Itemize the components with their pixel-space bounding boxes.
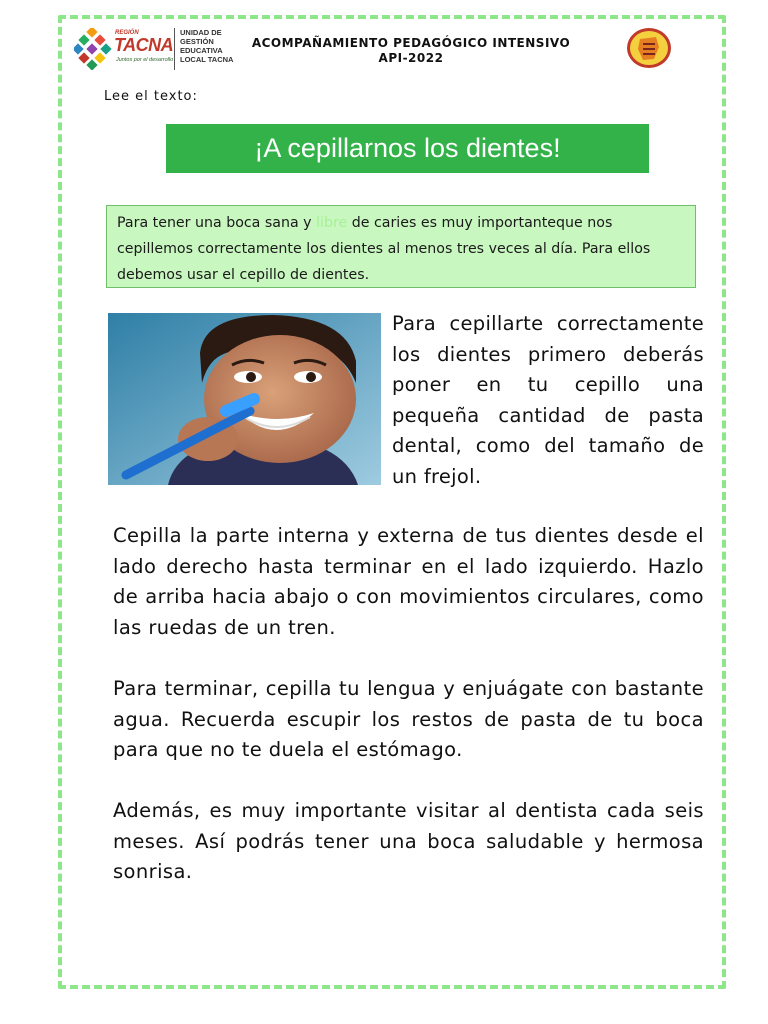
intro-text-end: de caries es muy importanteque nos cepillemos correctamente los dientes al menos tres veces al día. Para ellos debemos usar el cepillo de dientes.	[117, 215, 651, 283]
intro-box	[106, 205, 696, 288]
region-name: TACNA	[114, 35, 174, 55]
child-brushing-photo	[108, 313, 381, 485]
region-tacna-logo-icon	[74, 28, 112, 70]
reading-instruction: Lee el texto:	[104, 89, 198, 104]
intro-text-start: Para tener una boca sana y	[117, 215, 317, 231]
header-title-line2: API-2022	[378, 51, 444, 65]
paragraph-finishing: Para terminar, cepilla tu lengua y enjuágate con bastante agua. Recuerda escupir los restos de pasta de tu boca para que no te duela el estómago.	[113, 677, 704, 761]
paragraph-dentist: Además, es muy importante visitar al dentista cada seis meses. Así podrás tener una boca saludable y hermosa sonrisa.	[113, 799, 704, 883]
region-tacna-logo	[74, 26, 236, 72]
ugel-line: EDUCATIVA	[180, 46, 223, 55]
ugel-name	[180, 28, 233, 64]
header-title-line1: ACOMPAÑAMIENTO PEDAGÓGICO INTENSIVO	[251, 36, 571, 50]
region-small-label: REGIÓN	[115, 30, 139, 36]
reading-title-banner	[166, 124, 649, 173]
ugel-line: UNIDAD DE	[180, 28, 222, 37]
reading-title: ¡A cepillarnos los dientes!	[254, 133, 561, 163]
paragraph-brushing-method: Cepilla la parte interna y externa de tus dientes desde el lado derecho hasta terminar en el lado izquierdo. Hazlo de arriba hacia abajo o con movimientos circulares, como las ruedas de un tren.	[113, 524, 704, 639]
ugel-line: LOCAL TACNA	[180, 55, 234, 64]
side-paragraph: Para cepillarte correctamente los dientes primero deberás poner en tu cepillo una pequeña cantidad de pasta dental, como del tamaño de un frejol.	[392, 312, 704, 488]
school-seal-icon	[626, 27, 672, 69]
logo-divider	[174, 28, 175, 70]
intro-ghost-word: libre	[316, 215, 348, 231]
ugel-line: GESTIÓN	[180, 37, 214, 46]
region-tagline: Juntos por el desarrollo	[116, 57, 174, 63]
header-title	[243, 36, 579, 66]
